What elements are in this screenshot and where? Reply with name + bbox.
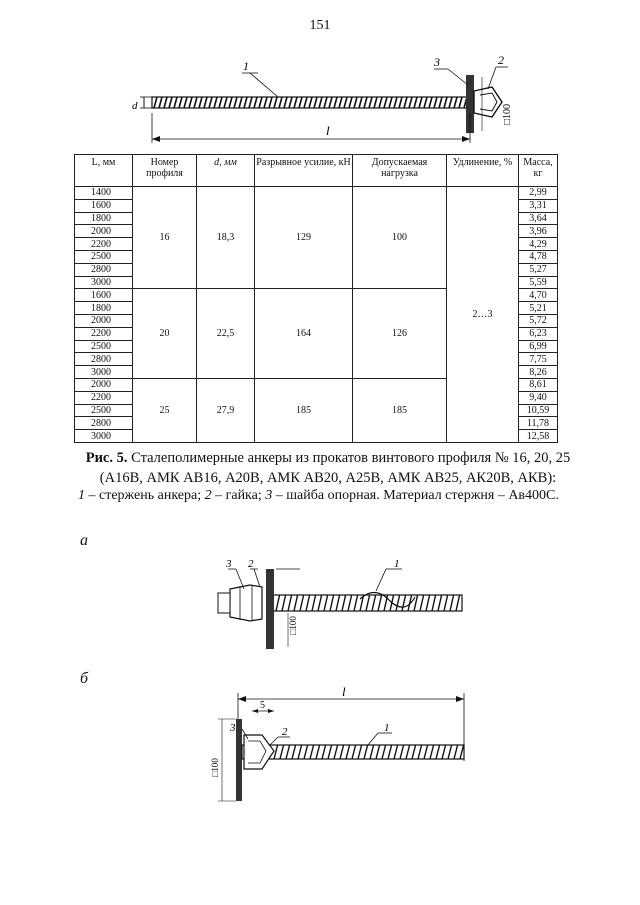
callout-2: 2 bbox=[498, 55, 504, 67]
profile-cell: 25 bbox=[133, 378, 197, 442]
callout-2: 2 bbox=[248, 558, 254, 570]
legend-2-text: – гайка; bbox=[211, 488, 266, 503]
page-number: 151 bbox=[309, 18, 331, 33]
mass-cell: 3,96 bbox=[519, 225, 558, 238]
legend-3-text: – шайба опорная. Материал стержня – Ав400С. bbox=[272, 488, 559, 503]
dim-square-label: □100 bbox=[502, 103, 513, 125]
callout-3: 3 bbox=[226, 558, 232, 570]
length-cell: 2000 bbox=[75, 314, 133, 327]
caption-line2: (А16В, АМК АВ16, А20В, АМК АВ20, А25В, АМК АВ25, АК20В, АКВ): bbox=[99, 470, 557, 486]
mass-cell: 6,23 bbox=[519, 327, 558, 340]
mass-cell: 6,99 bbox=[519, 340, 558, 353]
part-b-figure bbox=[208, 685, 478, 805]
part-b-label: б bbox=[80, 670, 89, 687]
break-force-cell: 185 bbox=[255, 378, 353, 442]
length-cell: 2800 bbox=[75, 417, 133, 430]
dim-l-label: l bbox=[326, 123, 330, 138]
length-cell: 2800 bbox=[75, 353, 133, 366]
allowable-load-cell: 185 bbox=[353, 378, 447, 442]
mass-cell: 7,75 bbox=[519, 353, 558, 366]
mass-cell: 4,29 bbox=[519, 238, 558, 251]
part-a-label: а bbox=[80, 532, 88, 549]
mass-cell: 5,59 bbox=[519, 276, 558, 289]
dim-5-label: 5 bbox=[260, 700, 265, 711]
mass-cell: 3,64 bbox=[519, 212, 558, 225]
profile-cell: 20 bbox=[133, 289, 197, 379]
header-allowable-load: Допускаемая нагрузка bbox=[353, 155, 447, 187]
figure-label: Рис. 5. bbox=[85, 450, 128, 466]
mass-cell: 11,78 bbox=[519, 417, 558, 430]
length-cell: 2000 bbox=[75, 378, 133, 391]
mass-cell: 12,58 bbox=[519, 430, 558, 443]
allowable-load-cell: 126 bbox=[353, 289, 447, 379]
mass-cell: 5,21 bbox=[519, 302, 558, 315]
figure-legend bbox=[78, 486, 598, 506]
table-header-row bbox=[75, 155, 558, 187]
mass-cell: 8,26 bbox=[519, 366, 558, 379]
header-profile: Номер профиля bbox=[133, 155, 197, 187]
diameter-cell: 18,3 bbox=[197, 187, 255, 289]
length-cell: 3000 bbox=[75, 430, 133, 443]
length-cell: 1600 bbox=[75, 199, 133, 212]
dim-square-label: □100 bbox=[288, 616, 298, 635]
callout-3: 3 bbox=[434, 55, 440, 69]
mass-cell: 4,78 bbox=[519, 250, 558, 263]
legend-1-num: 1 bbox=[78, 488, 85, 503]
length-cell: 2500 bbox=[75, 250, 133, 263]
profile-cell: 16 bbox=[133, 187, 197, 289]
break-force-cell: 129 bbox=[255, 187, 353, 289]
length-cell: 2500 bbox=[75, 340, 133, 353]
header-mass: Масса, кг bbox=[519, 155, 558, 187]
legend-3-num: 3 bbox=[265, 488, 273, 503]
mass-cell: 4,70 bbox=[519, 289, 558, 302]
anchor-spec-table bbox=[74, 154, 558, 443]
diameter-cell: 22,5 bbox=[197, 289, 255, 379]
length-cell: 3000 bbox=[75, 366, 133, 379]
mass-cell: 9,40 bbox=[519, 391, 558, 404]
length-cell: 2200 bbox=[75, 327, 133, 340]
callout-1: 1 bbox=[394, 558, 400, 570]
top-anchor-figure bbox=[130, 55, 530, 155]
length-cell: 1600 bbox=[75, 289, 133, 302]
dim-square-label: □100 bbox=[210, 758, 220, 777]
dim-d-label: d bbox=[132, 100, 138, 112]
length-cell: 2200 bbox=[75, 238, 133, 251]
length-cell: 3000 bbox=[75, 276, 133, 289]
length-cell: 1800 bbox=[75, 302, 133, 315]
length-cell: 1400 bbox=[75, 187, 133, 200]
mass-cell: 2,99 bbox=[519, 187, 558, 200]
caption-line1: Сталеполимерные анкеры из прокатов винтового профиля № 16, 20, 25 bbox=[127, 450, 571, 466]
elongation-cell: 2…3 bbox=[447, 187, 519, 443]
callout-1: 1 bbox=[384, 722, 390, 734]
allowable-load-cell: 100 bbox=[353, 187, 447, 289]
legend-2-num: 2 bbox=[204, 488, 212, 503]
header-break-force: Разрывное усилие, кН bbox=[255, 155, 353, 187]
header-diameter: d, мм bbox=[197, 155, 255, 187]
mass-cell: 3,31 bbox=[519, 199, 558, 212]
mass-cell: 5,27 bbox=[519, 263, 558, 276]
length-cell: 2200 bbox=[75, 391, 133, 404]
length-cell: 2000 bbox=[75, 225, 133, 238]
callout-3: 3 bbox=[230, 722, 236, 734]
part-a-figure bbox=[210, 555, 470, 655]
header-length: L, мм bbox=[75, 155, 133, 187]
dim-l-label: l bbox=[342, 685, 346, 699]
callout-2: 2 bbox=[282, 726, 288, 738]
break-force-cell: 164 bbox=[255, 289, 353, 379]
length-cell: 1800 bbox=[75, 212, 133, 225]
table-row bbox=[75, 187, 558, 200]
callout-1: 1 bbox=[243, 59, 249, 73]
length-cell: 2800 bbox=[75, 263, 133, 276]
length-cell: 2500 bbox=[75, 404, 133, 417]
legend-1-text: – стержень анкера; bbox=[85, 488, 205, 503]
diameter-cell: 27,9 bbox=[197, 378, 255, 442]
mass-cell: 10,59 bbox=[519, 404, 558, 417]
figure-caption bbox=[78, 448, 578, 488]
mass-cell: 8,61 bbox=[519, 378, 558, 391]
mass-cell: 5,72 bbox=[519, 314, 558, 327]
header-elongation: Удлинение, % bbox=[447, 155, 519, 187]
